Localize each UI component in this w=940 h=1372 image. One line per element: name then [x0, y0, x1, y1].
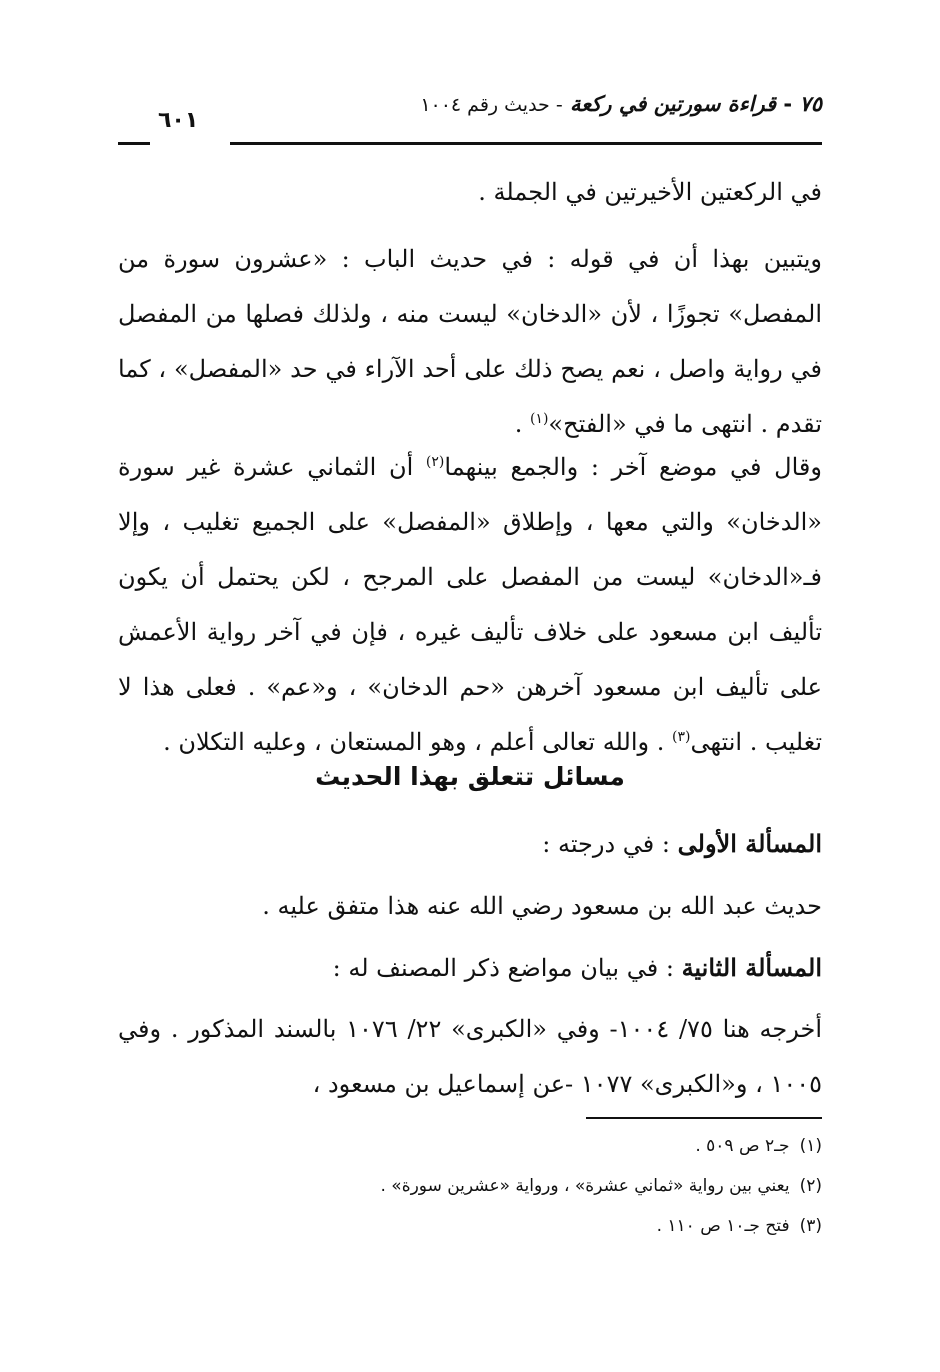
footnote-3 — [118, 1206, 822, 1246]
paragraph-1 — [118, 165, 822, 220]
section-heading: مسائل تتعلق بهذا الحديث — [315, 762, 625, 791]
chapter-number: ٧٥ — [799, 92, 822, 116]
footnote-2-mark: (٢) — [799, 1176, 822, 1196]
paragraph-3-text-a: وقال في موضع آخر : والجمع بينهما — [444, 453, 822, 481]
issue-1-label: المسألة الأولى — [677, 829, 822, 858]
issue-1-subtitle: : في درجته : — [542, 830, 678, 858]
header-title — [420, 92, 822, 116]
footnote-1-text: جـ٢ ص ٥٠٩ . — [695, 1136, 790, 1156]
footnote-2 — [118, 1166, 822, 1206]
hadith-reference: - حديث رقم ١٠٠٤ — [420, 94, 563, 116]
issue-2-title — [118, 948, 822, 988]
issue-2-label: المسألة الثانية — [681, 953, 822, 982]
page-number: ٦٠١ — [158, 108, 199, 133]
header-rule — [230, 142, 822, 145]
paragraph-3-text-c: . والله تعالى أعلم ، وهو المستعان ، وعليه التكلان . — [163, 728, 672, 756]
issue-2-subtitle: : في بيان مواضع ذكر المصنف له : — [332, 954, 682, 982]
chapter-title: قراءة سورتين في ركعة — [570, 92, 777, 116]
paragraph-2-text: ويتبين بهذا أن في قوله : في حديث الباب : «عشرون سورة من المفصل» تجوزًا ، لأن «الدخان» ليست منه ، ولذلك فصلها من المفصل في رواية واصل ، نعم يصح ذلك على أحد الآراء في حد «المفصل» ، كما تقدم . انتهى ما في «الفتح» — [118, 245, 822, 438]
running-header — [118, 92, 822, 133]
footnote-ref-1: (١) — [529, 411, 549, 427]
issue-1-title — [118, 824, 822, 864]
paragraph-3-text-b: أن الثماني عشرة غير سورة «الدخان» والتي معها ، وإطلاق «المفصل» على الجميع تغليب ، وإلا فـ«الدخان» ليست من المفصل على المرجح ، لكن يحتمل أن يكون تأليف ابن مسعود على خلاف تأليف غيره ، فإن في آخر رواية الأعمش على تأليف ابن مسعود آخرهن «حم الدخان» ، و«عم» . فعلى هذا لا تغليب . انتهى — [118, 453, 822, 756]
footnote-1 — [118, 1126, 822, 1166]
footnote-1-mark: (١) — [799, 1136, 822, 1156]
footnote-3-text: فتح جـ١٠ ص ١١٠ . — [656, 1216, 790, 1236]
paragraph-2-end: . — [514, 410, 530, 438]
footnote-2-text: يعني بين رواية «ثماني عشرة» ، ورواية «عشرين سورة» . — [380, 1176, 790, 1196]
page-number-rule — [118, 142, 150, 145]
issue-2-body-text: أخرجه هنا ٧٥/ ١٠٠٤- وفي «الكبرى» ٢٢/ ١٠٧٦ بالسند المذكور . وفي ١٠٠٥ ، و«الكبرى» ١٠٧٧ -عن إسماعيل بن مسعود ، — [118, 1015, 822, 1098]
paragraph-2 — [118, 232, 822, 452]
footnote-ref-2: (٢) — [425, 454, 445, 470]
footnotes — [118, 1126, 822, 1246]
paragraph-1-text: في الركعتين الأخيرتين في الجملة . — [478, 178, 822, 206]
chapter-dash: - — [783, 92, 793, 116]
footnote-ref-3: (٣) — [671, 729, 691, 745]
paragraph-3 — [118, 440, 822, 770]
footnote-3-mark: (٣) — [799, 1216, 822, 1236]
issue-1-body: حديث عبد الله بن مسعود رضي الله عنه هذا متفق عليه . — [262, 892, 822, 920]
issue-2-body — [118, 1002, 822, 1112]
footnote-rule — [586, 1117, 822, 1119]
